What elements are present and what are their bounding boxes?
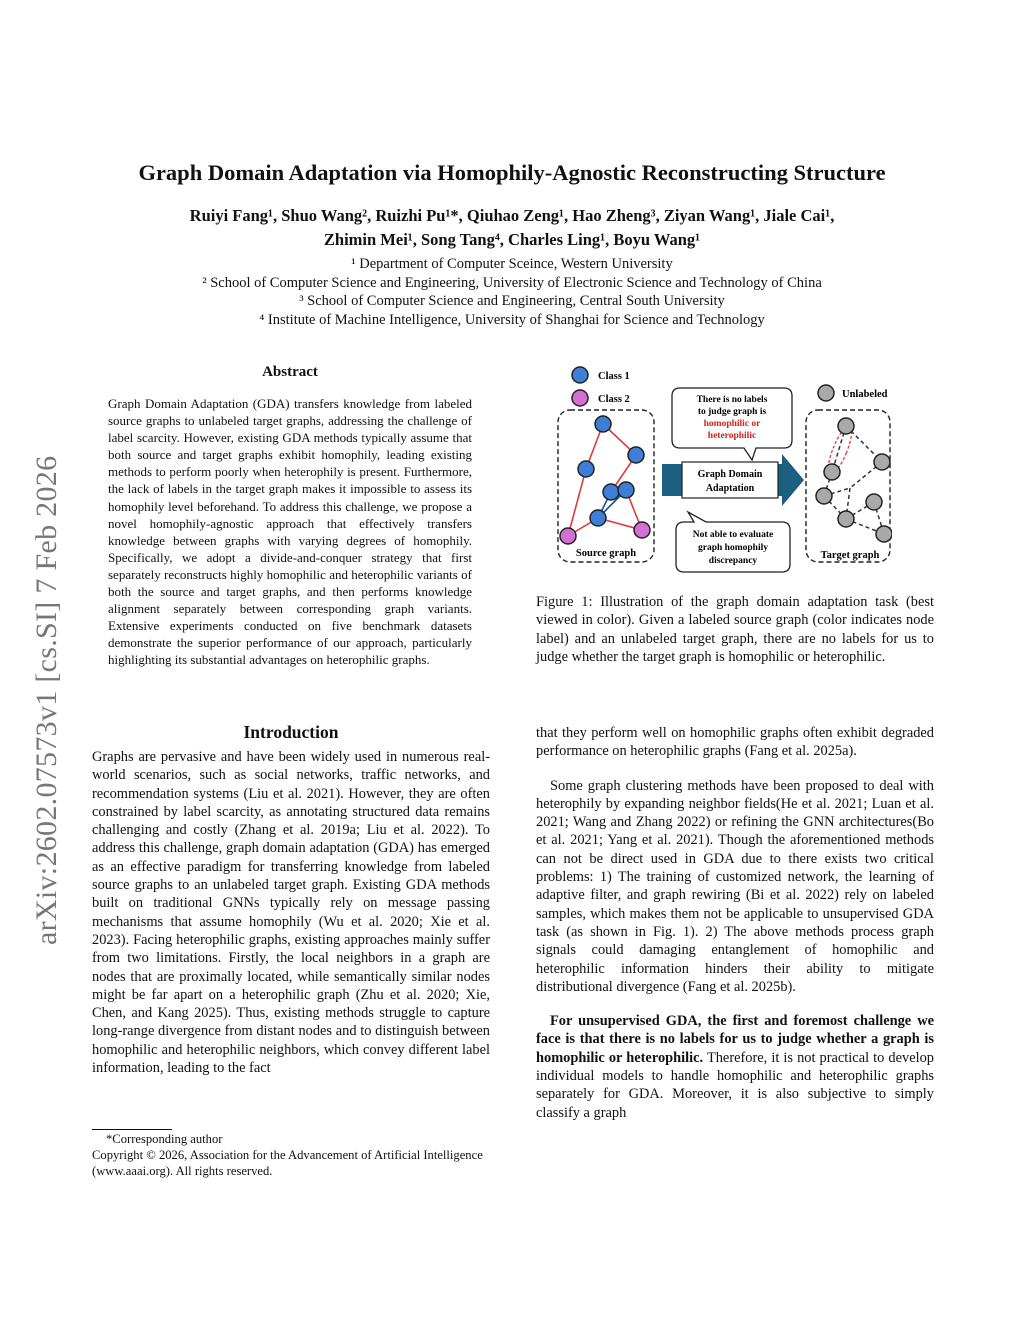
unlabeled-node: [838, 511, 854, 527]
class2-label: Class 2: [598, 394, 630, 405]
paragraph-continuation: Therefore, it is not practical to develop individual models to handle homophilic and heterophilic graphs separately for GDA. Moreover, it is also subjective to simply classify a graph: [536, 1049, 934, 1121]
unlabeled-node: [824, 464, 840, 480]
paragraph: that they perform well on homophilic graphs often exhibit degraded performance on heterophilic graphs (Fang et al. 2025a).: [536, 725, 934, 760]
class1-label: Class 1: [598, 371, 630, 382]
class1-node: [628, 447, 644, 463]
author-list: [90, 204, 934, 252]
unlabeled-label: Unlabeled: [842, 389, 888, 400]
class2-node: [634, 522, 650, 538]
class2-legend-dot: [572, 390, 588, 406]
introduction-body: Graphs are pervasive and have been widely used in numerous real-world scenarios, such as social networks, traffic networks, and recommendation systems (Liu et al. 2021). However, they are often constrained by label scarcity, as annotating structured data remains challenging and costly (Zhang et al. 2019a; Liu et al. 2022). To address this challenge, graph domain adaptation (GDA) has emerged as an effective paradigm for transferring knowledge from labeled source graphs to an unlabeled target graph. Existing GDA methods built on traditional GNNs typically rely on message passing mechanisms that assume homophily (Wu et al. 2020; Xie et al. 2023). Facing heterophilic graphs, existing approaches mainly suffer from two limitations. Firstly, the local neighbors in a graph are nodes that are proximally located, while semantically similar nodes might be far apart on a heterophilic graph (Zhu et al. 2020; Xie, Chen, and Kang 2025). Thus, existing methods struggle to capture long-range divergence from distant nodes and to distinguish between homophilic and heterophilic neighbors, which convey different label information, leading to the fact: [92, 749, 490, 1077]
class1-node: [578, 461, 594, 477]
target-graph-label: Target graph: [820, 550, 880, 561]
unlabeled-node: [874, 454, 890, 470]
paper-title: Graph Domain Adaptation via Homophily-Agnostic Reconstructing Structure: [138, 160, 886, 185]
affiliation: ² School of Computer Science and Engineering, University of Electronic Science and Technology of China: [202, 274, 822, 291]
affiliations: [90, 255, 934, 329]
authors-line-1: Ruiyi Fang¹, Shuo Wang², Ruizhi Pu¹*, Qiuhao Zeng¹, Hao Zheng³, Ziyan Wang¹, Jiale Cai¹,: [189, 206, 835, 225]
corresponding-author-note: *Corresponding author: [106, 1132, 223, 1146]
footnotes: [92, 1131, 490, 1179]
paragraph: Some graph clustering methods have been proposed to deal with heterophily by expanding neighbor fields(He et al. 2021; Luan et al. 2021; Wang and Zhang 2022) or refining the GNN architectures(Bo et al. 2021; Yang et al. 2021). Though the aforementioned methods can not be direct used in GDA due to there exists two critical problems: 1) The training of customized network, the learning of adaptive filter, and graph rewiring (Bi et al. 2022) rely on labeled samples, which makes them not be applicable to unsupervised GDA task (as shown in Fig. 1). 2) The above methods process graph signals could damaging entanglement of homophilic and heterophilic information hinders their ability to mitigate distributional divergence (Fang et al. 2025b).: [536, 777, 934, 995]
introduction-heading: Introduction: [243, 722, 339, 742]
copyright-note: Copyright © 2026, Association for the Advancement of Artificial Intelligence (www.aaai.org). All rights reserved.: [92, 1148, 483, 1178]
class2-node: [560, 528, 576, 544]
gda-label: Graph Domain: [697, 469, 763, 480]
class1-node: [618, 482, 634, 498]
bubble-text: graph homophily: [698, 543, 768, 553]
authors-line-2: Zhimin Mei¹, Song Tang⁴, Charles Ling¹, Boyu Wang¹: [323, 230, 701, 249]
figure-1: [556, 362, 892, 576]
unlabeled-legend-dot: [818, 385, 834, 401]
source-graph-label: Source graph: [575, 548, 637, 559]
affiliation: ⁴ Institute of Machine Intelligence, University of Shanghai for Science and Technology: [259, 311, 765, 328]
bubble-text: There is no labels: [696, 395, 768, 405]
class1-legend-dot: [572, 367, 588, 383]
bubble-text-red: homophilic or: [703, 419, 761, 429]
footnote-rule: [92, 1129, 172, 1130]
unlabeled-node: [866, 494, 882, 510]
unlabeled-node: [816, 488, 832, 504]
bubble-text: to judge graph is: [697, 407, 767, 417]
gda-label: Adaptation: [705, 483, 755, 494]
unlabeled-node: [838, 418, 854, 434]
class1-node: [603, 484, 619, 500]
unlabeled-node: [876, 526, 892, 542]
abstract-body: Graph Domain Adaptation (GDA) transfers knowledge from labeled source graphs to unlabeled target graphs, addressing the challenge of label scarcity. However, existing GDA methods typically assume that both source and target graphs exhibit homophily, leading existing methods to perform poorly when heterophily is present. Furthermore, the lack of labels in the target graph makes it impossible to assess its homophily level beforehand. To address this challenge, we propose a novel homophily-agnostic approach that effectively transfers knowledge between graphs with varying degrees of homophily. Specifically, we adopt a divide-and-conquer strategy that first separately reconstructs highly homophilic and heterophilic variants of both the source and target graphs, and then performs knowledge alignment separately between corresponding graph variants. Extensive experiments conducted on five benchmark datasets demonstrate the superior performance of our approach, particularly highlighting its substantial advantages on heterophilic graphs.: [108, 396, 472, 668]
arxiv-stamp: arXiv:2602.07573v1 [cs.SI] 7 Feb 2026: [30, 455, 63, 945]
bold-statement: For unsupervised GDA, the first and foremost challenge we face is that there is no labels for us to judge whether a graph is homophilic or heterophilic.: [536, 1013, 934, 1066]
abstract-heading: Abstract: [262, 364, 318, 380]
affiliation: ³ School of Computer Science and Engineering, Central South University: [299, 293, 725, 309]
right-column: [536, 724, 934, 1138]
bubble-text: Not able to evaluate: [692, 530, 774, 540]
affiliation: ¹ Department of Computer Sceince, Western University: [351, 256, 673, 272]
source-graph: [560, 416, 650, 544]
figure-1-caption: Figure 1: Illustration of the graph domain adaptation task (best viewed in color). Given a labeled source graph (color indicates node label) and an unlabeled target graph, there are no labels for us to judge whether the target graph is homophilic or heterophilic.: [536, 594, 934, 665]
class1-node: [595, 416, 611, 432]
bubble-text: discrepancy: [708, 556, 758, 566]
bubble-text-red: heterophilic: [707, 431, 757, 441]
paragraph: [536, 1012, 934, 1122]
class1-node: [590, 510, 606, 526]
